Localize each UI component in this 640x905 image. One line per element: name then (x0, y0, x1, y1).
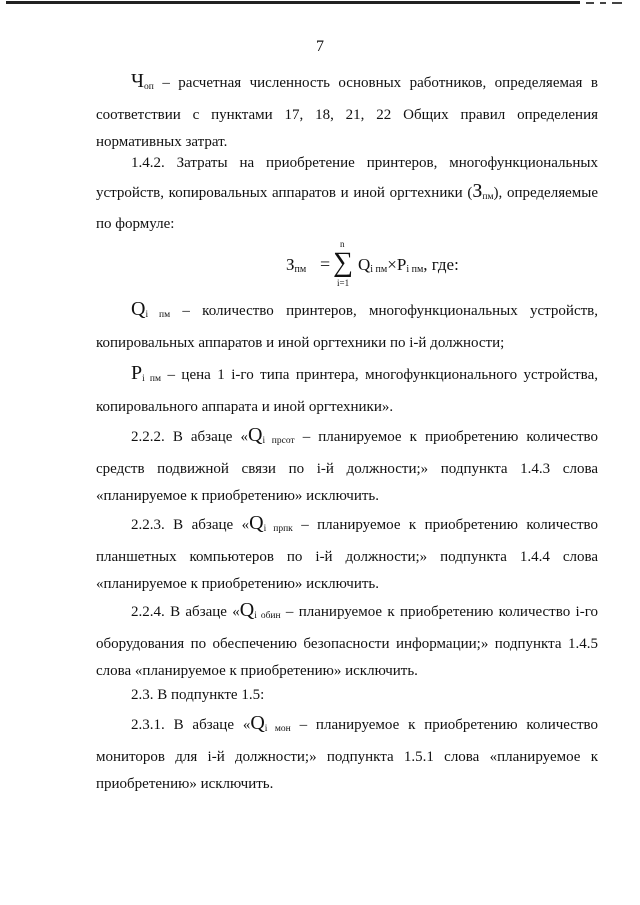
paragraph-text: – планируемое к приобретению количество планшетных компьютеров по i-й должности;» подпункта 1.4.4 слова «планируемое к приобретению» исключить. (96, 517, 598, 592)
page-number: 7 (316, 38, 324, 55)
paragraph-2-2-3: 2.2.3. В абзаце «$Q_{i прпк}$ – планируемое к приобретению количество планшетных компьютеров по i-й должности;» подпункта 1.4.4 слова «планируемое к приобретению» исключить. (96, 512, 598, 592)
symbol-q: Q (250, 712, 265, 734)
formula-sum-sign: ∑ (333, 247, 353, 278)
symbol-q: Q (131, 298, 146, 320)
paragraph-1-4-2 (96, 150, 598, 239)
symbol-p: P (131, 362, 143, 384)
symbol-ch: Ч (131, 70, 144, 92)
paragraph-text: – планируемое к приобретению количество средств подвижной связи по i-й должности;» подпункта 1.4.3 слова «планируемое к приобретению» исключить. (96, 429, 599, 504)
symbol-sub: оп (144, 82, 154, 92)
symbol-z: З (472, 179, 483, 202)
paragraph-text: – планируемое к приобретению количество мониторов для i-й должности;» подпункта 1.5.1 слова «планируемое к приобретению» исключить. (96, 717, 598, 792)
paragraph-text: 1.4.2. Затраты на приобретение принтеров, многофункциональных устройств, копировальных аппаратов и иной оргтехники ( (96, 155, 598, 201)
paragraph-personnel (96, 68, 598, 157)
symbol-sub: i обин (254, 611, 281, 621)
paragraph-text: – цена 1 i-го типа принтера, многофункционального устройства, копировального аппарата и иной оргтехники». (96, 367, 598, 415)
paragraph-text: – количество принтеров, многофункциональных устройств, копировальных аппаратов и иной оргтехники по i-й должности; (96, 303, 598, 351)
paragraph-2-3-1: 2.3.1. В абзаце «$Q_{i мон}$ – планируемое к приобретению количество мониторов для i-й должности;» подпункта 1.5.1 слова «планируемое к приобретению» исключить. (96, 712, 598, 792)
paragraph-text-end: ), определяемые по формуле: (96, 184, 598, 232)
formula-upper-limit: n (340, 239, 345, 249)
paragraph-text: – расчетная численность основных работников, определяемая в соответствии с пунктами 17, 18, 21, 22 Общих правил определения нормативных затрат. (96, 75, 598, 150)
symbol-q: Q (249, 512, 264, 534)
paragraph-q-def (96, 296, 598, 357)
paragraph-text: – планируемое к приобретению количество i-го оборудования по обеспечению безопасности информации;» подпункта 1.4.5 слова «планируемое к приобретению» исключить. (96, 604, 598, 679)
symbol-sub: i мон (264, 724, 291, 734)
symbol-q: Q (248, 424, 263, 446)
symbol-sub: пм (482, 191, 494, 202)
formula-lower-limit: i=1 (337, 278, 350, 288)
symbol-q: Q (239, 599, 255, 621)
paragraph-2-3: 2.3. В подпункте 1.5: (131, 687, 265, 703)
symbol-sub: i прпк (263, 524, 293, 534)
paragraph-2-2-4: 2.2.4. В абзаце «$Q_{i обин}$ – планируемое к приобретению количество i-го оборудования по обеспечению безопасности информации;» подпункта 1.4.5 слова «планируемое к приобретению» исключить. (96, 599, 598, 679)
symbol-sub: i пм (145, 310, 171, 320)
formula-terms: $Q_{i пм}\times P_{i пм}$, где: (358, 255, 459, 275)
symbol-sub: i пм (142, 374, 161, 384)
top-border-line (6, 0, 624, 6)
paragraph-p-def (96, 360, 598, 421)
paragraph-2-2-2: 2.2.2. В абзаце «$Q_{i прсот}$ – планируемое к приобретению количество средств подвижной связи по i-й должности;» подпункта 1.4.3 слова «планируемое к приобретению» исключить. (96, 424, 599, 504)
symbol-sub: i прсот (262, 436, 295, 446)
formula-equals: = (320, 254, 331, 274)
formula-lhs: $З_{пм}$ (286, 255, 307, 275)
